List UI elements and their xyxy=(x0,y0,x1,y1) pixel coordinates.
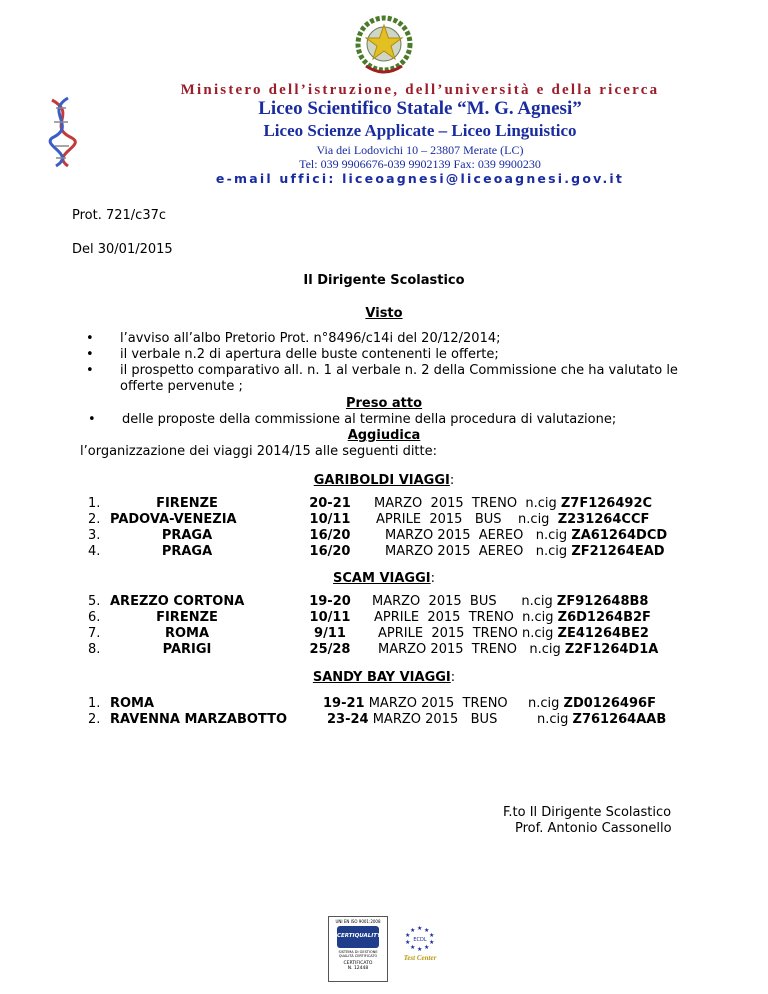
svg-text:★: ★ xyxy=(429,932,435,939)
aggiudica-heading: Aggiudica xyxy=(347,428,421,443)
document-date: Del 30/01/2015 xyxy=(72,242,173,257)
svg-text:★: ★ xyxy=(417,925,423,932)
visto-heading: Visto xyxy=(365,306,403,321)
visto-item-1: • l’avviso all’albo Pretorio Prot. n°8496/c14i del 20/12/2014; xyxy=(120,331,501,346)
svg-text:★: ★ xyxy=(405,939,411,946)
svg-text:★: ★ xyxy=(417,946,423,953)
school-address: Via dei Lodovichi 10 – 23807 Merate (LC) xyxy=(316,143,524,157)
company-gariboldi: GARIBOLDI VIAGGI: xyxy=(313,473,455,488)
preso-atto-item: • delle proposte della commissione al termine della procedura di valutazione; xyxy=(122,412,616,427)
svg-text:★: ★ xyxy=(405,932,411,939)
signature-title: F.to Il Dirigente Scolastico xyxy=(503,805,672,820)
visto-item-3: • il prospetto comparativo all. n. 1 al verbale n. 2 della Commissione che ha valutato le xyxy=(120,363,678,378)
aggiudica-text: l’organizzazione dei viaggi 2014/15 alle seguenti ditte: xyxy=(80,444,438,459)
dna-logo xyxy=(42,96,88,168)
school-email[interactable]: e-mail uffici: liceoagnesi@liceoagnesi.gov.it xyxy=(215,171,625,186)
ecdl-test-center-logo: ★ ★ ★ ★ ★ ★ ★ ★ ★ ★ ECDL Test Center xyxy=(400,924,440,968)
school-type: Liceo Scienze Applicate – Liceo Linguistico xyxy=(263,121,577,140)
svg-text:★: ★ xyxy=(410,927,416,934)
school-phones: Tel: 039 9906676-039 9902139 Fax: 039 9900230 xyxy=(299,157,541,171)
company-sandy-bay: SANDY BAY VIAGGI: xyxy=(312,670,456,685)
svg-text:★: ★ xyxy=(429,939,435,946)
certiquality-logo: UNI EN ISO 9001:2008 CERTIQUALITY SISTEMA DI GESTIONE QUALITÀ CERTIFICATO CERTIFICATO N. 12448 xyxy=(328,916,388,982)
svg-text:★: ★ xyxy=(424,927,430,934)
protocol-number: Prot. 721/c37c xyxy=(72,208,167,223)
ministry-line: Ministero dell’istruzione, dell’università e della ricerca xyxy=(180,82,660,98)
school-name: Liceo Scientifico Statale “M. G. Agnesi” xyxy=(258,98,582,119)
italian-republic-emblem xyxy=(354,14,414,78)
document-heading: Il Dirigente Scolastico xyxy=(303,273,465,288)
signature-name: Prof. Antonio Cassonello xyxy=(515,821,672,836)
company-scam: SCAM VIAGGI: xyxy=(333,571,435,586)
preso-atto-heading: Preso atto xyxy=(345,396,423,411)
svg-text:★: ★ xyxy=(410,944,416,951)
svg-text:★: ★ xyxy=(424,944,430,951)
visto-item-2: • il verbale n.2 di apertura delle buste contenenti le offerte; xyxy=(120,347,499,362)
visto-item-3-continued: offerte pervenute ; xyxy=(120,379,243,394)
